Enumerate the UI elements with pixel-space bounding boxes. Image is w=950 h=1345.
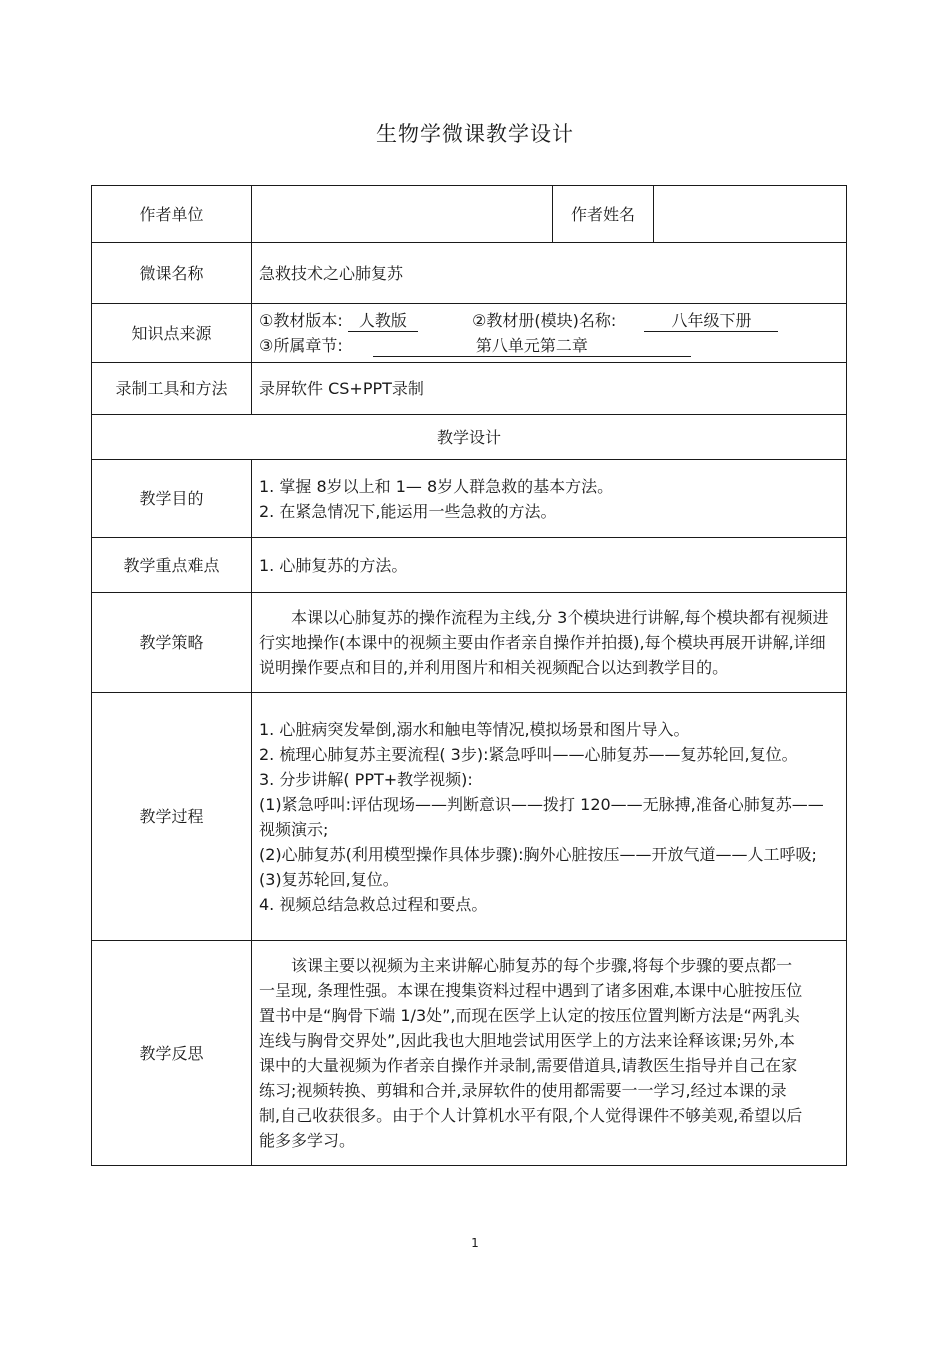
row-strategy: [92, 593, 847, 693]
author-unit-value: [252, 186, 553, 243]
process-content: [252, 693, 847, 941]
row-author: [92, 186, 847, 243]
author-name-label: 作者姓名: [553, 186, 654, 243]
design-header: 教学设计: [92, 415, 847, 460]
author-name-value: [654, 186, 847, 243]
lesson-design-table: [91, 185, 847, 1166]
tools-value: 录屏软件 CS+PPT录制: [252, 363, 847, 415]
edition-value: 人教版: [348, 311, 418, 332]
course-name-value: 急救技术之心肺复苏: [252, 243, 847, 304]
source-line-1: [259, 308, 838, 333]
process-item: 4. 视频总结急救总过程和要点。: [259, 894, 488, 914]
page-number: 1: [471, 1236, 479, 1250]
tools-label: 录制工具和方法: [92, 363, 252, 415]
process-item: 3. 分步讲解( PPT+教学视频):: [259, 769, 473, 789]
chapter-value: 第八单元第二章: [373, 336, 691, 357]
process-item: 2. 梳理心肺复苏主要流程( 3步):紧急呼叫——心肺复苏——复苏轮回,复位。: [259, 744, 798, 764]
source-content: [252, 304, 847, 363]
reflection-label: 教学反思: [92, 941, 252, 1166]
row-reflection: [92, 941, 847, 1166]
process-item: 1. 心脏病突发晕倒,溺水和触电等情况,模拟场景和图片导入。: [259, 719, 690, 739]
objectives-content: [252, 460, 847, 538]
chapter-label: ③所属章节:: [259, 336, 343, 355]
author-unit-label: 作者单位: [92, 186, 252, 243]
row-source: [92, 304, 847, 363]
edition-label: ①教材版本:: [259, 311, 343, 330]
row-course-name: [92, 243, 847, 304]
process-item: (2)心肺复苏(利用模型操作具体步骤):胸外心脏按压——开放气道——人工呼吸;: [259, 844, 817, 864]
row-tools: [92, 363, 847, 415]
course-name-label: 微课名称: [92, 243, 252, 304]
source-line-2: [259, 333, 838, 358]
volume-value: 八年级下册: [644, 311, 778, 332]
objective-item: 2. 在紧急情况下,能运用一些急救的方法。: [259, 501, 557, 521]
row-process: [92, 693, 847, 941]
strategy-text: 本课以心肺复苏的操作流程为主线,分 3个模块进行讲解,每个模块都有视频进行实地操作(本课中的视频主要由作者亲自操作并拍摄),每个模块再展开讲解,详细说明操作要点和目的,并利用图片和相关视频配合以达到教学目的。: [252, 593, 847, 693]
source-label: 知识点来源: [92, 304, 252, 363]
process-label: 教学过程: [92, 693, 252, 941]
document-title: 生物学微课教学设计: [376, 122, 574, 146]
key-points-label: 教学重点难点: [92, 538, 252, 593]
volume-label: ②教材册(模块)名称:: [472, 311, 617, 330]
row-design-header: [92, 415, 847, 460]
reflection-text: 该课主要以视频为主来讲解心肺复苏的每个步骤,将每个步骤的要点都一一呈现, 条理性强。本课在搜集资料过程中遇到了诸多困难,本课中心脏按压位置书中是“胸骨下端 1/3处”,而现在医学上认定的按压位置判断方法是“两乳头连线与胸骨交界处”,因此我也大胆地尝试用医学上的方法来诠释该课;另外,本课中的大量视频为作者亲自操作并录制,需要借道具,请教医生指导并自己在家练习;视频转换、剪辑和合并,录屏软件的使用都需要一一学习,经过本课的录制,自己收获很多。由于个人计算机水平有限,个人觉得课件不够美观,希望以后能多多学习。: [252, 941, 847, 1166]
row-key-points: [92, 538, 847, 593]
strategy-label: 教学策略: [92, 593, 252, 693]
process-item: (3)复苏轮回,复位。: [259, 869, 399, 889]
key-points-content: [252, 538, 847, 593]
key-point-item: 1. 心肺复苏的方法。: [259, 555, 408, 575]
objective-item: 1. 掌握 8岁以上和 1— 8岁人群急救的基本方法。: [259, 476, 614, 496]
row-objectives: [92, 460, 847, 538]
objectives-label: 教学目的: [92, 460, 252, 538]
process-item: (1)紧急呼叫:评估现场——判断意识——拨打 120——无脉搏,准备心肺复苏——视频演示;: [259, 794, 824, 839]
